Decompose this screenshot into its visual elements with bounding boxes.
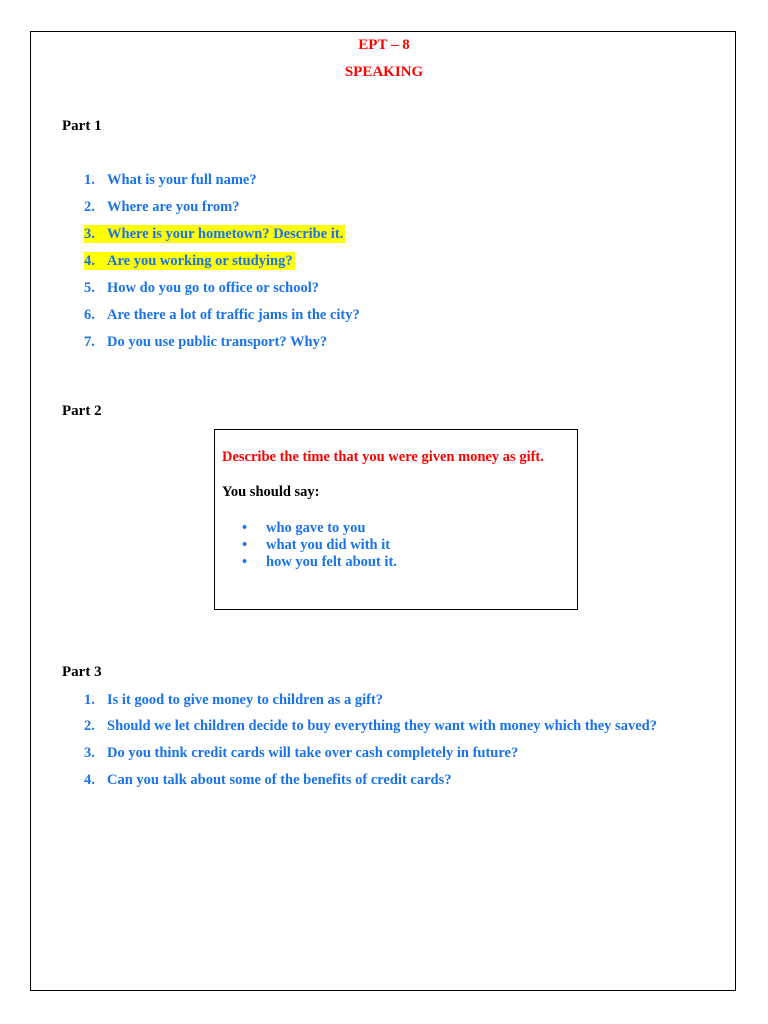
part3-question: 2. Should we let children decide to buy everything they want with money which they saved? xyxy=(84,718,657,734)
cue-card-should-say: You should say: xyxy=(222,484,320,500)
part1-question: 1. What is your full name? xyxy=(84,172,257,188)
cue-card-bullet: • who gave to you xyxy=(242,520,366,536)
cue-card xyxy=(214,429,578,610)
part1-question: 7. Do you use public transport? Why? xyxy=(84,334,328,350)
cue-card-bullet: • how you felt about it. xyxy=(242,554,397,570)
part2-label: Part 2 xyxy=(62,403,102,419)
part1-question-highlighted: 4. Are you working or studying? xyxy=(84,253,293,269)
bullet-icon: • xyxy=(242,520,248,536)
part3-question: 3. Do you think credit cards will take over cash completely in future? xyxy=(84,745,519,761)
cue-card-prompt: Describe the time that you were given money as gift. xyxy=(222,449,544,465)
part3-question: 1. Is it good to give money to children as a gift? xyxy=(84,692,384,708)
part1-label: Part 1 xyxy=(62,118,102,134)
cue-card-bullet: • what you did with it xyxy=(242,537,391,553)
part3-question: 4. Can you talk about some of the benefits of credit cards? xyxy=(84,772,452,788)
part1-question: 2. Where are you from? xyxy=(84,199,240,215)
part3-label: Part 3 xyxy=(62,664,102,680)
bullet-icon: • xyxy=(242,537,248,553)
section-title: SPEAKING xyxy=(344,64,424,80)
exam-code: EPT – 8 xyxy=(358,37,410,53)
part1-question: 5. How do you go to office or school? xyxy=(84,280,319,296)
bullet-icon: • xyxy=(242,554,248,570)
part1-question: 6. Are there a lot of traffic jams in the city? xyxy=(84,307,360,323)
part1-question-highlighted: 3. Where is your hometown? Describe it. xyxy=(84,226,344,242)
